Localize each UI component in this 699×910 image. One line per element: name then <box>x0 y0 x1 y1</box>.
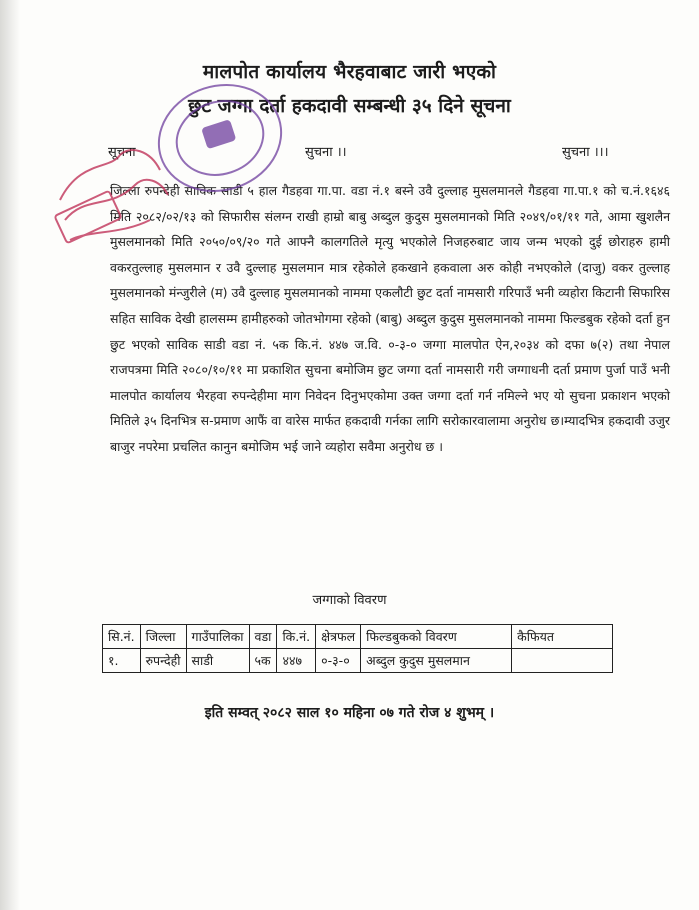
table-header-cell: वडा <box>249 625 277 649</box>
table-header-cell: क्षेत्रफल <box>316 625 361 649</box>
suchana-label-1: सूचना <box>108 145 136 160</box>
signature <box>50 140 180 260</box>
notice-paragraph: जिल्ला रुपन्देही साविक साडी ५ हाल गैडहवा गा.पा. वडा नं.१ बस्ने उवै दुल्लाह मुसलमानले गैडहवा गा.पा.१ को च.नं.१६४६ मिति २०८२/०२/१३ को सिफारीस संलग्न राखी हाम्रो बाबु अब्दुल कुदुस मुसलमानको मिति २०४९/०१/११ गते, आमा खुशलैन मुसलमानको मिति २०५०/०९/२० गते आफ्नै कालगतिले मृत्यु भएकोले निजहरुबाट जाय जन्म भएको दुई छोराहरु हामी वकरतुल्लाह मुसलमान र उवै दुल्लाह मुसलमान मात्र रहेकोले हकखाने हकवाला अरु कोही नभएकोले (दाजु) वकर तुल्लाह मुसलमानको मंन्जुरीले (म) उवै दुल्लाह मुसलमानको नाममा एकलौटी छुट दर्ता नामसारी गरिपाउँ भनी व्यहोरा किटानी सिफारिस सहित साविक देखी हालसम्म हामीहरुको जोतभोगमा रहेको (बाबु) अब्दुल कुदुस मुसलमानको नाममा फिल्डबुक रहेको दर्ता हुन छुट भएको साविक साडी वडा नं. ५क कि.नं. ४४७ ज.वि. ०-३-० जग्गा मालपोत ऐन,२०३४ को दफा ७(२) तथा नेपाल राजपत्रमा मिति २०८०/१०/११ मा प्रकाशित सुचना बमोजिम छुट जग्गा दर्ता नामसारी गरी जग्गाधनी दर्ता प्रमाण पुर्जा पाउँ भनी मालपोत कार्यालय भैरहवा रुपन्देहीमा माग निवेदन दिनुभएकोमा उक्त जग्गा दर्ता गर्न नमिल्ने भए यो सुचना प्रकाशन भएको मितिले ३५ दिनभित्र स-प्रमाण आफैं वा वारेस मार्फत हकदावी गर्नका लागि सरोकारवालामा अनुरोध छ।म्यादभित्र हकदावी उजुर बाजुर नपरेमा प्रचलित कानुन बमोजिम भई जाने व्यहोरा सवैमा अनुरोध छ । <box>110 183 670 454</box>
table-header-row <box>103 625 613 649</box>
table-cell: रुपन्देही <box>140 649 186 673</box>
notice-body <box>110 178 670 460</box>
suchana-label-3: सुचना ।।। <box>562 145 609 160</box>
table-header-cell: फिल्डबुकको विवरण <box>361 625 512 649</box>
table-cell <box>512 649 613 673</box>
table-cell: १. <box>103 649 141 673</box>
notice-date-footer: इति सम्वत् २०८२ साल १० महिना ०७ गते रोज ४ शुभम् । <box>204 705 495 721</box>
land-details-caption: जग्गाको विवरण <box>312 593 387 608</box>
land-details-table <box>102 624 613 673</box>
table-header-cell: कि.नं. <box>277 625 316 649</box>
table-header-cell: सि.नं. <box>103 625 141 649</box>
notice-title: मालपोत कार्यालय भैरहवाबाट जारी भएको <box>202 61 497 83</box>
table-cell: अब्दुल कुदुस मुसलमान <box>361 649 512 673</box>
table-row <box>103 649 613 673</box>
page-fold-shadow <box>0 0 20 910</box>
suchana-label-2: सुचना ।। <box>305 145 347 160</box>
table-cell: ५क <box>249 649 277 673</box>
table-header-cell: जिल्ला <box>140 625 186 649</box>
table-cell: ०-३-० <box>316 649 361 673</box>
notice-subtitle: छुट जग्गा दर्ता हकदावी सम्बन्धी ३५ दिने सूचना <box>188 95 511 117</box>
table-cell: ४४७ <box>277 649 316 673</box>
table-header-cell: गाउँपालिका <box>186 625 249 649</box>
table-cell: साडी <box>186 649 249 673</box>
table-header-cell: कैफियत <box>512 625 613 649</box>
